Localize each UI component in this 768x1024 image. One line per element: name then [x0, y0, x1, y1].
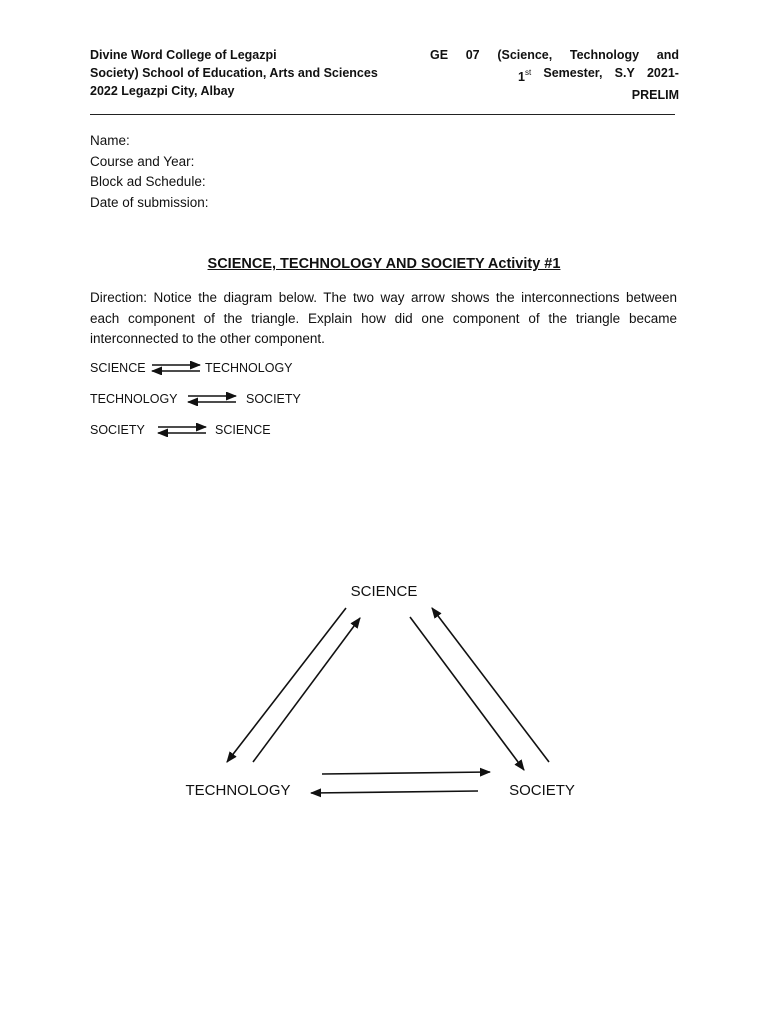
- two-way-arrow-icon: [186, 392, 238, 406]
- field-course-year: Course and Year:: [90, 153, 195, 169]
- field-block-schedule: Block ad Schedule:: [90, 174, 206, 189]
- course-code-line: GE 07 (Science, Technology and: [430, 48, 679, 62]
- relation-row: [90, 391, 301, 407]
- two-way-arrow-icon: [150, 361, 202, 375]
- relation-to: SCIENCE: [215, 423, 271, 437]
- student-info-fields: [90, 131, 209, 213]
- field-date-submission: Date of submission:: [90, 194, 209, 210]
- school-header: [90, 46, 390, 100]
- school-department: Society) School of Education, Arts and Sciences: [90, 66, 378, 80]
- two-way-arrow-icon: [156, 423, 208, 437]
- arrow-technology-to-society: [322, 772, 490, 774]
- diagram-node-society: SOCIETY: [509, 782, 575, 799]
- relation-from: SCIENCE: [90, 361, 146, 375]
- relation-to: SOCIETY: [246, 392, 301, 406]
- direction-text: Direction: Notice the diagram below. The two way arrow shows the interconnections between each component of the triangle. Explain how did one component of the triangle became interconnected to the other component.: [90, 290, 677, 346]
- header-divider: [90, 114, 675, 115]
- diagram-node-science: SCIENCE: [350, 583, 418, 600]
- school-name: Divine Word College of Legazpi: [90, 48, 277, 62]
- field-name: Name:: [90, 133, 130, 148]
- relation-to: TECHNOLOGY: [205, 361, 293, 375]
- arrow-science-to-society: [410, 617, 524, 770]
- arrow-science-to-technology: [227, 608, 346, 762]
- semester-line: 1st Semester, S.Y 2021-: [518, 66, 679, 84]
- relation-from: TECHNOLOGY: [90, 392, 178, 406]
- arrow-technology-to-science: [253, 618, 360, 762]
- sts-triangle-diagram: [0, 560, 768, 820]
- term-label: PRELIM: [631, 88, 679, 102]
- course-header: [430, 46, 679, 104]
- arrow-society-to-technology: [311, 791, 478, 793]
- relation-from: SOCIETY: [90, 423, 145, 437]
- relation-row: [90, 422, 271, 438]
- relation-row: [90, 360, 293, 376]
- diagram-node-technology: TECHNOLOGY: [185, 782, 291, 799]
- activity-title: SCIENCE, TECHNOLOGY AND SOCIETY Activity #1: [207, 256, 561, 272]
- school-location: 2022 Legazpi City, Albay: [90, 84, 235, 98]
- arrow-society-to-science: [432, 608, 549, 762]
